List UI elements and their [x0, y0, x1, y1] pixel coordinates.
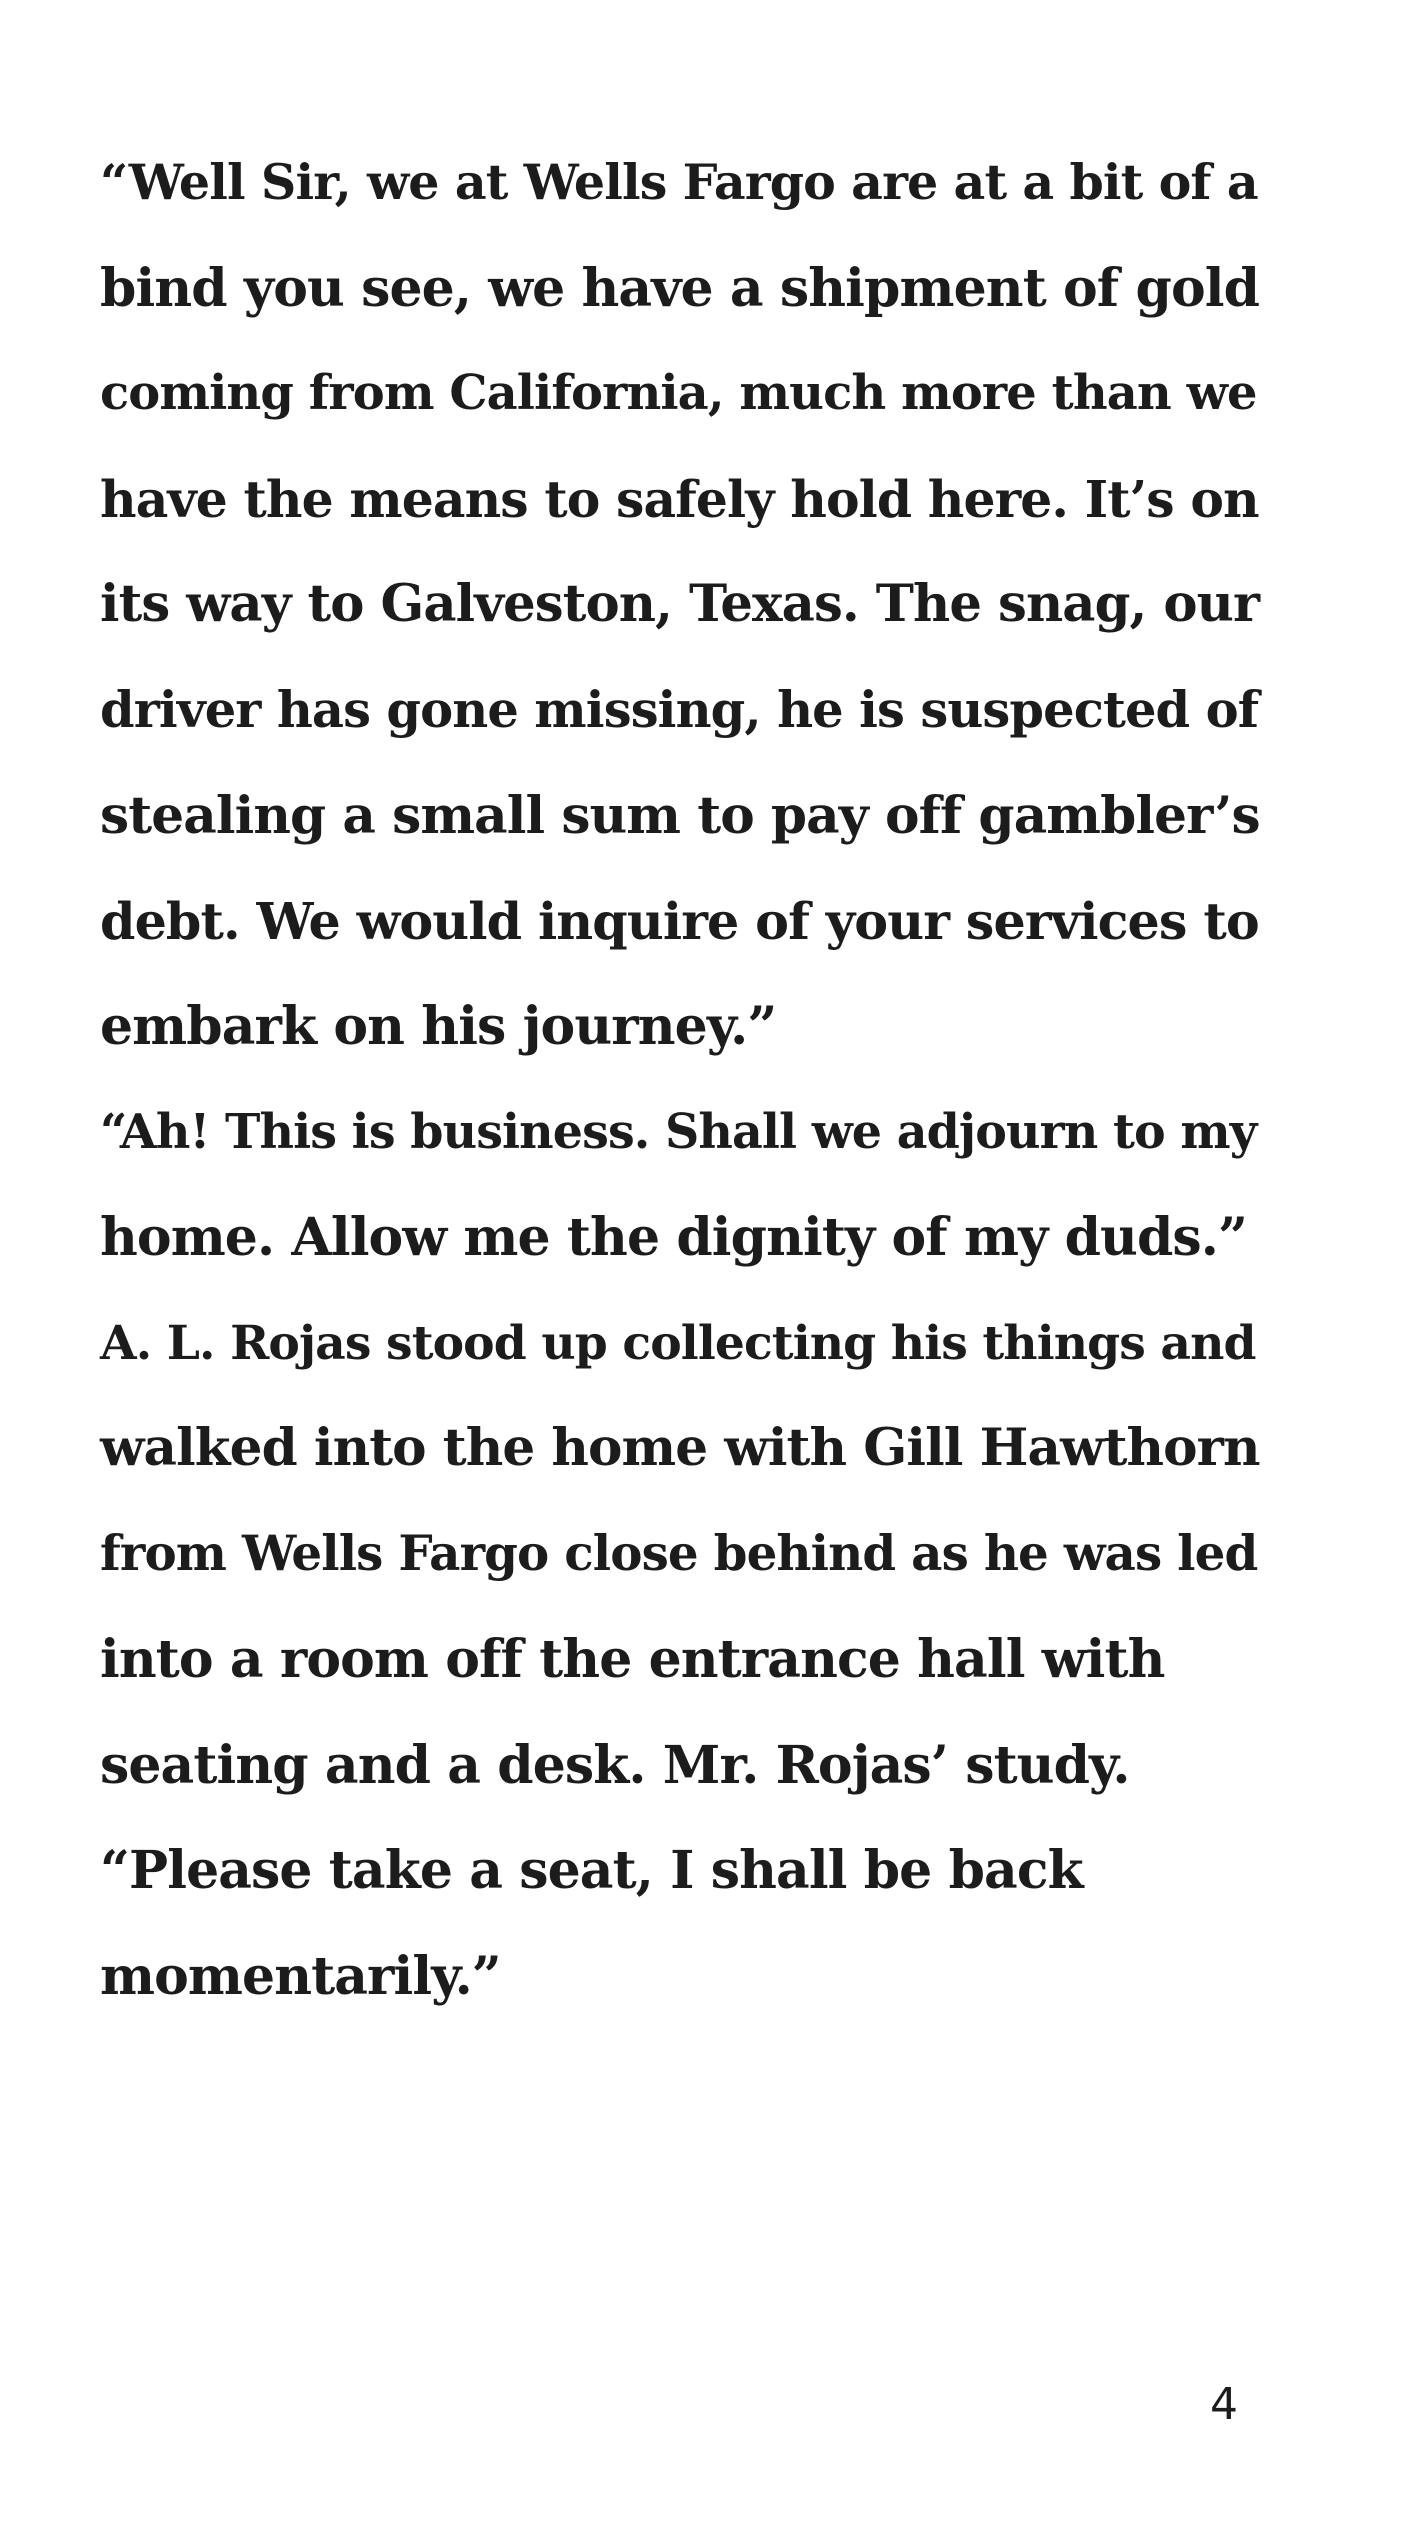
text-line: its way to Galveston, Texas. The snag, our [100, 574, 1260, 634]
text-line: “Ah! This is business. Shall we adjourn to my [100, 1103, 1257, 1160]
text-line: from Wells Fargo close behind as he was led [100, 1525, 1258, 1582]
text-line: driver has gone missing, he is suspected of [100, 680, 1259, 739]
text-line: momentarily.” [100, 1945, 501, 2007]
text-line: embark on his journey.” [100, 996, 777, 1057]
page-number: 4 [1210, 2379, 1238, 2430]
text-line: home. Allow me the dignity of my duds.” [100, 1207, 1248, 1268]
text-line: stealing a small sum to pay off gambler’s [100, 785, 1260, 846]
text-line: have the means to safely hold here. It’s on [100, 469, 1259, 529]
text-line: “Please take a seat, I shall be back [100, 1840, 1083, 1901]
text-line: debt. We would inquire of your services to [100, 890, 1259, 951]
body-text [100, 130, 1260, 2029]
text-line: bind you see, we have a shipment of gold [100, 257, 1260, 319]
text-line: coming from California, much more than we [100, 365, 1257, 421]
text-line: A. L. Rojas stood up collecting his things and [100, 1315, 1256, 1371]
text-line: seating and a desk. Mr. Rojas’ study. [100, 1734, 1130, 1796]
text-line: “Well Sir, we at Wells Fargo are at a bit of a [100, 153, 1258, 211]
text-line: into a room off the entrance hall with [100, 1629, 1165, 1690]
text-line: walked into the home with Gill Hawthorn [100, 1418, 1260, 1478]
